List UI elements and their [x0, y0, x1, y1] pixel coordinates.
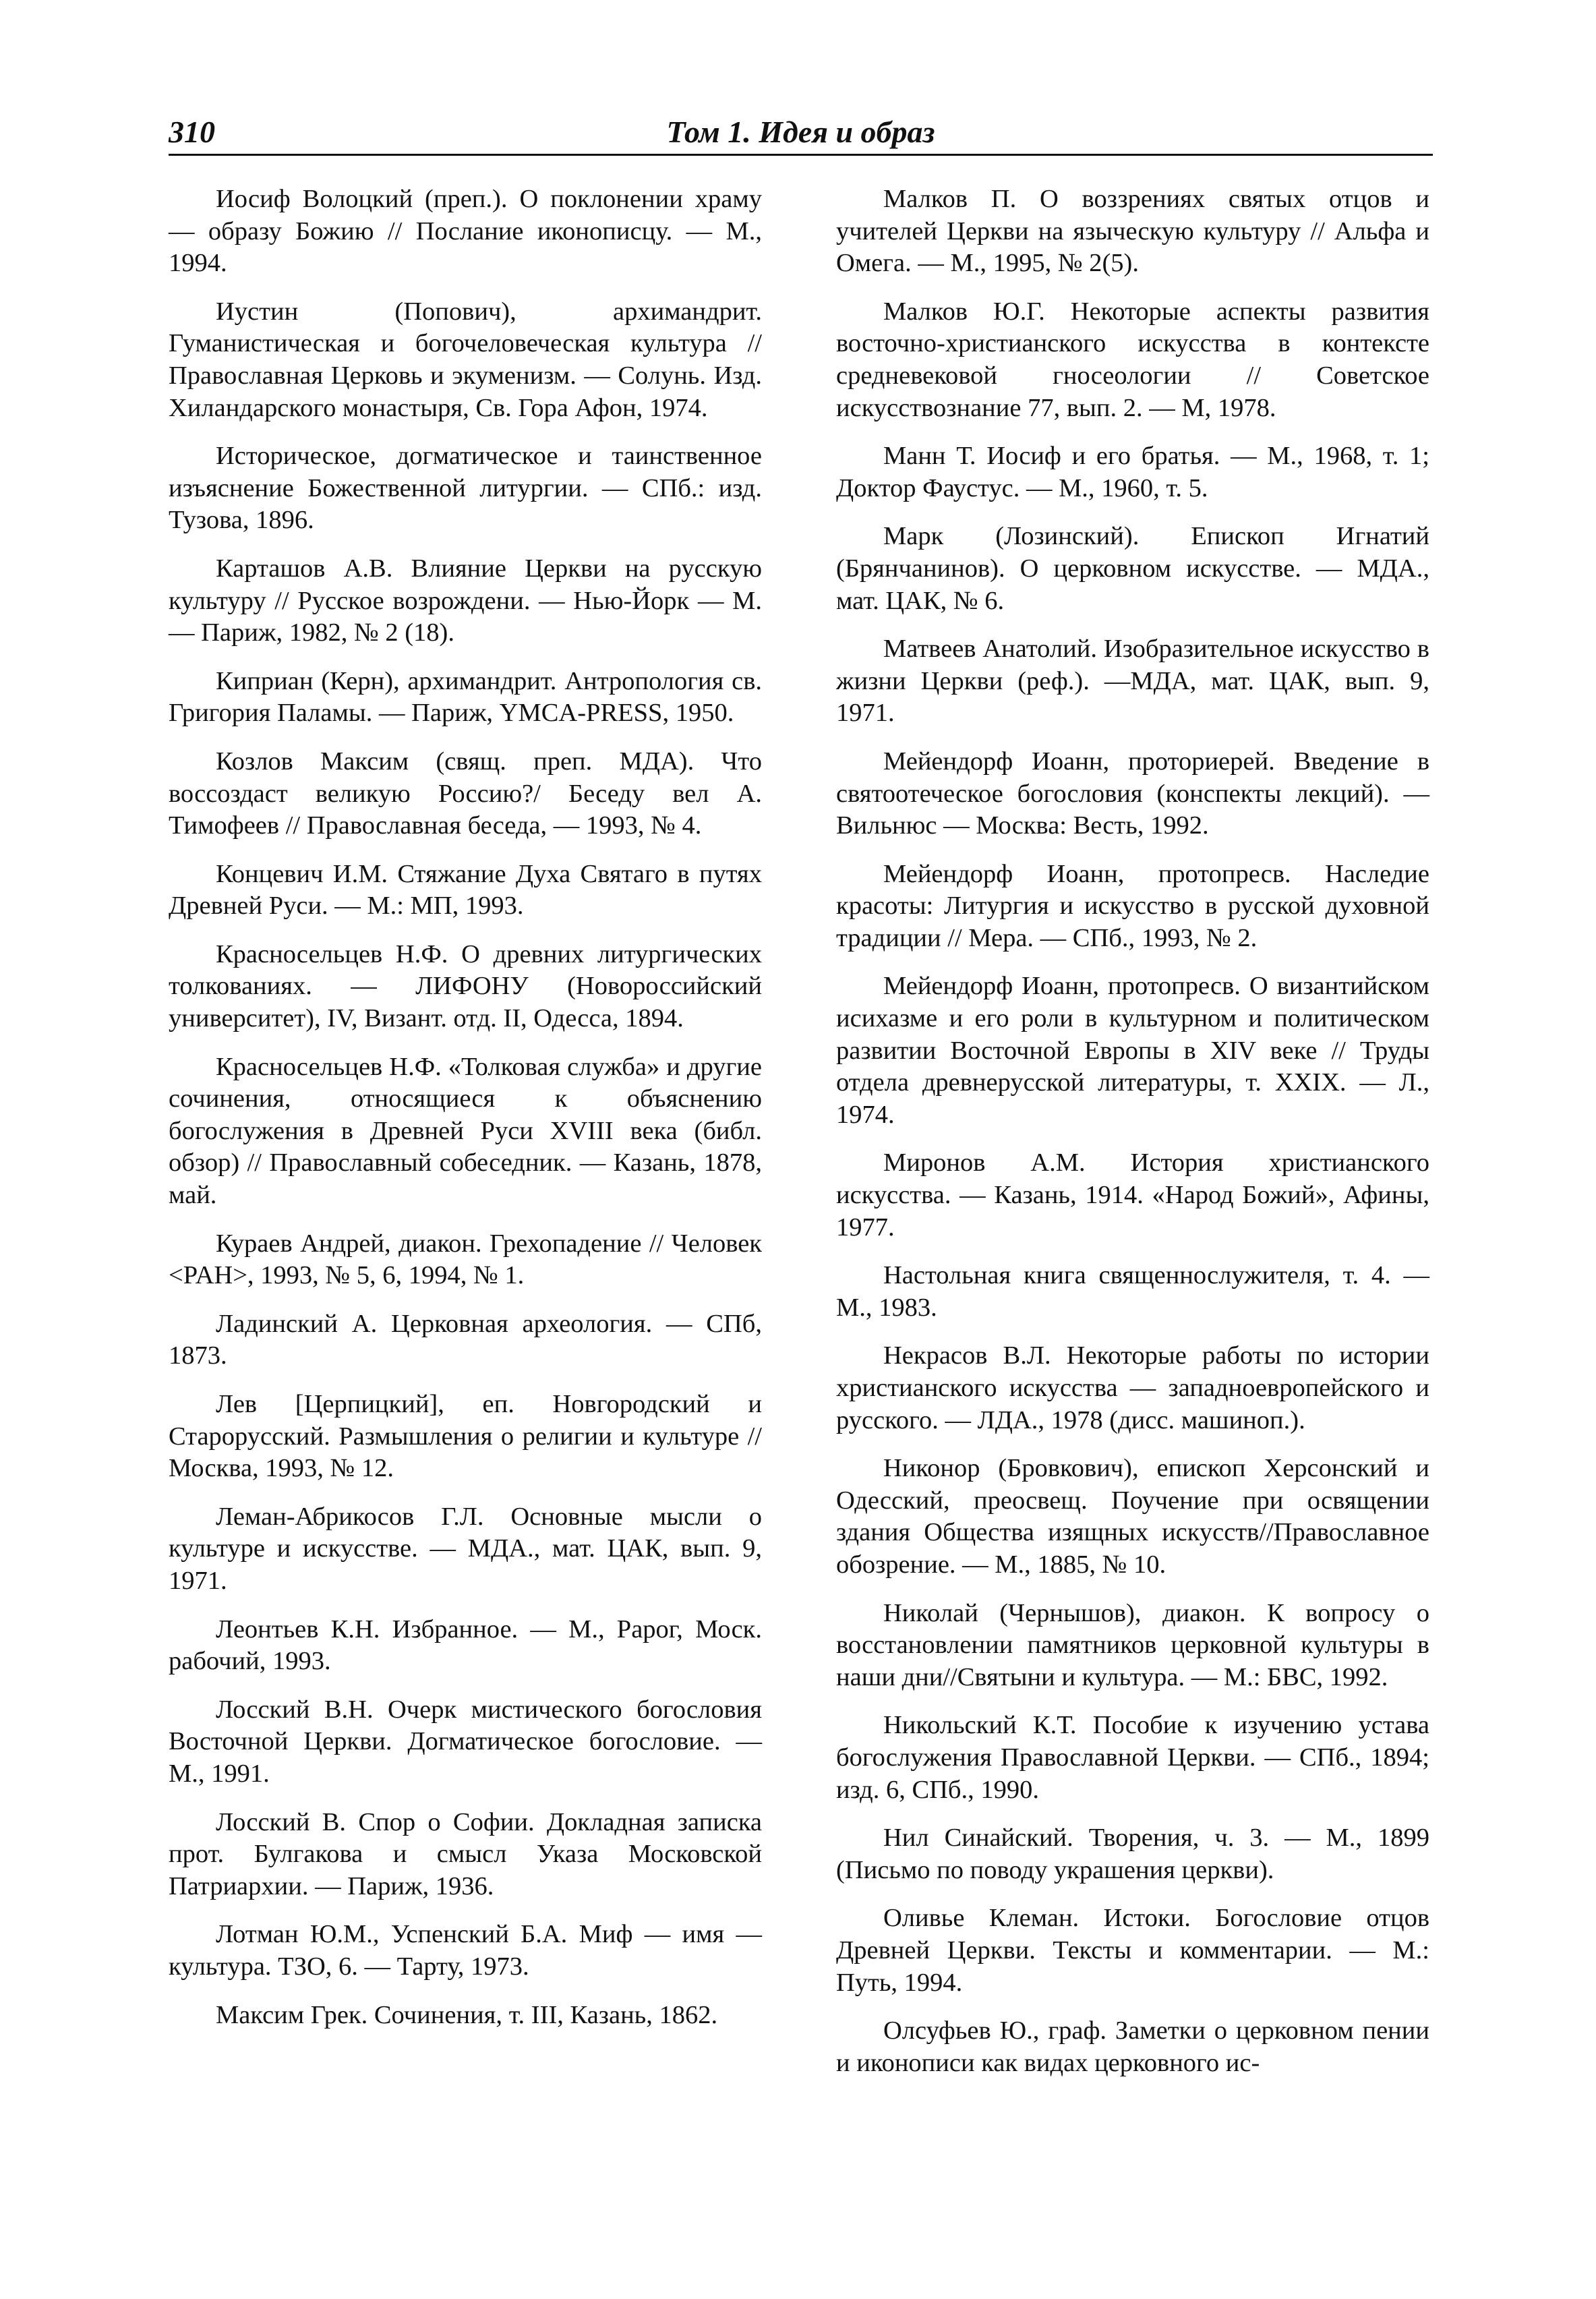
bibliography-entry: Настольная книга священнослужителя, т. 4. — М., 1983. [836, 1261, 1429, 1322]
bibliography-entry: Карташов А.В. Влияние Церкви на русскую культуру // Русское возрождени. — Нью-Йорк — М. — Париж, 1982, № 2 (18). [169, 554, 762, 647]
bibliography-entry: Мейендорф Иоанн, протопресв. О византийском исихазме и его роли в культурном и политическом развитии Восточной Европы в XIV веке // Труды отдела древнерусской литературы, т. XXIX. — Л., 1974. [836, 972, 1429, 1129]
bibliography-entry: Миронов А.М. История христианского искусства. — Казань, 1914. «Народ Божий», Афины, 1977. [836, 1148, 1429, 1242]
bibliography-entry: Концевич И.М. Стяжание Духа Святаго в путях Древней Руси. — М.: МП, 1993. [169, 859, 762, 921]
bibliography-entry: Иустин (Попович), архимандрит. Гуманистическая и богочеловеческая культура // Православная Церковь и экуменизм. — Солунь. Изд. Хиландарского монастыря, Св. Гора Афон, 1974. [169, 297, 762, 422]
bibliography-entry: Лев [Церпицкий], еп. Новгородский и Старорусский. Размышления о религии и культуре // Москва, 1993, № 12. [169, 1390, 762, 1483]
bibliography-entry: Оливье Клеман. Истоки. Богословие отцов Древней Церкви. Тексты и комментарии. — М.: Путь, 1994. [836, 1904, 1429, 1997]
bibliography-entry: Леман-Абрикосов Г.Л. Основные мысли о культуре и искусстве. — МДА., мат. ЦАК, вып. 9, 1971. [169, 1502, 762, 1595]
bibliography-entry: Некрасов В.Л. Некоторые работы по истории христианского искусства — западноевропейского и русского. — ЛДА., 1978 (дисс. машиноп.). [836, 1341, 1429, 1434]
bibliography-entry: Лосский В. Спор о Софии. Докладная записка прот. Булгакова и смысл Указа Московской Патриархии. — Париж, 1936. [169, 1807, 762, 1900]
bibliography-entry: Малков Ю.Г. Некоторые аспекты развития восточно-христианского искусства в контексте средневековой гносеологии // Советское искусствознание 77, вып. 2. — М, 1978. [836, 297, 1429, 422]
bibliography-entry: Максим Грек. Сочинения, т. III, Казань, 1862. [216, 2000, 718, 2029]
bibliography-entry: Мейендорф Иоанн, проториерей. Введение в святоотеческое богословия (конспекты лекций). — Вильнюс — Москва: Весть, 1992. [836, 747, 1429, 840]
bibliography-entry: Матвеев Анатолий. Изобразительное искусство в жизни Церкви (реф.). —МДА, мат. ЦАК, вып. 9, 1971. [836, 635, 1429, 728]
bibliography-entry: Олсуфьев Ю., граф. Заметки о церковном пении и иконописи как видах церковного ис- [836, 2016, 1429, 2077]
bibliography-entry: Леонтьев К.Н. Избранное. — М., Рарог, Моск. рабочий, 1993. [169, 1614, 762, 1676]
bibliography-entry: Ладинский А. Церковная археология. — СПб, 1873. [169, 1309, 762, 1370]
bibliography-entry: Николай (Чернышов), диакон. К вопросу о восстановлении памятников церковной культуры в наши дни//Святыни и культура. — М.: БВС, 1992. [836, 1598, 1429, 1691]
bibliography-entry: Лосский В.Н. Очерк мистического богословия Восточной Церкви. Догматическое богословие. — М., 1991. [169, 1695, 762, 1788]
bibliography-entry: Нил Синайский. Творения, ч. 3. — М., 1899 (Письмо по поводу украшения церкви). [836, 1824, 1429, 1884]
bibliography-entry: Мейендорф Иоанн, протопресв. Наследие красоты: Литургия и искусство в русской духовной традиции // Мера. — СПб., 1993, № 2. [836, 859, 1429, 952]
bibliography-column-right [836, 183, 1429, 2095]
bibliography-entry: Красносельцев Н.Ф. «Толковая служба» и другие сочинения, относящиеся к объяснению богослужения в Древней Руси XVIII века (библ. обзор) // Православный собеседник. — Казань, 1878, май. [169, 1052, 762, 1210]
bibliography-entry: Никольский К.Т. Пособие к изучению устава богослужения Православной Церкви. — СПб., 1894; изд. 6, СПб., 1990. [836, 1711, 1429, 1804]
bibliography-entry: Никонор (Бровкович), епископ Херсонский и Одесский, преосвещ. Поучение при освящении здания Общества изящных искусств//Православное обозрение. — М., 1885, № 10. [836, 1454, 1429, 1579]
bibliography-entry: Иосиф Волоцкий (преп.). О поклонении храму — образу Божию // Послание иконописцу. — М., 1994. [169, 185, 762, 278]
page-number: 310 [169, 115, 215, 149]
bibliography-entry: Киприан (Керн), архимандрит. Антропология св. Григория Паламы. — Париж, YMCA-PRESS, 1950. [169, 666, 762, 728]
page-header [169, 113, 1433, 156]
bibliography-entry: Кураев Андрей, диакон. Грехопадение // Человек <PAH>, 1993, № 5, 6, 1994, № 1. [169, 1229, 762, 1290]
bibliography-entry: Историческое, догматическое и таинственное изъяснение Божественной литургии. — СПб.: изд. Тузова, 1896. [169, 442, 762, 535]
bibliography-entry: Лотман Ю.М., Успенский Б.А. Миф — имя — культура. ТЗО, 6. — Тарту, 1973. [169, 1920, 762, 1981]
bibliography-column-left [169, 183, 762, 2047]
bibliography-entry: Манн Т. Иосиф и его братья. — М., 1968, т. 1; Доктор Фаустус. — М., 1960, т. 5. [836, 442, 1429, 502]
bibliography-entry: Красносельцев Н.Ф. О древних литургических толкованиях. — ЛИФОНУ (Новороссийский университет), IV, Визант. отд. II, Одесса, 1894. [169, 939, 762, 1033]
bibliography-entry: Марк (Лозинский). Епископ Игнатий (Брянчанинов). О церковном искусстве. — МДА., мат. ЦАК, № 6. [836, 522, 1429, 615]
bibliography-entry: Малков П. О воззрениях святых отцов и учителей Церкви на языческую культуру // Альфа и Омега. — М., 1995, № 2(5). [836, 185, 1429, 278]
running-title: Том 1. Идея и образ [666, 115, 935, 149]
bibliography-entry: Козлов Максим (свящ. преп. МДА). Что воссоздаст великую Россию?/ Беседу вел А. Тимофеев // Православная беседа, — 1993, № 4. [169, 747, 762, 840]
